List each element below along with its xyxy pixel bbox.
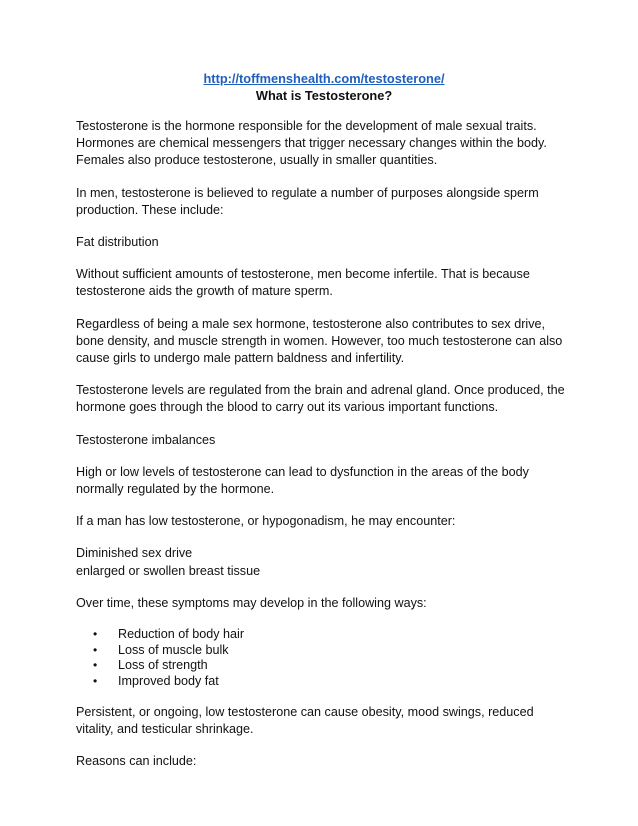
paragraph-fat-distribution: Fat distribution — [76, 235, 159, 250]
list-item — [76, 658, 572, 674]
paragraph-hypogonadism: If a man has low testosterone, or hypogonadism, he may encounter: — [76, 514, 456, 529]
list-item-text: Loss of muscle bulk — [118, 642, 229, 657]
list-item-text: Improved body fat — [118, 673, 219, 688]
symptom-line-1: Diminished sex drive — [76, 546, 193, 561]
paragraph-over-time: Over time, these symptoms may develop in the following ways: — [76, 595, 427, 610]
paragraph-women: Regardless of being a male sex hormone, testosterone also contributes to sex drive, bone density, and muscle strength in women. However, too much testosterone can also cause girls to undergo male pattern baldness and infertility. — [76, 316, 563, 366]
bullet-icon: • — [93, 642, 98, 657]
source-link[interactable]: http://toffmenshealth.com/testosterone/ — [203, 71, 445, 86]
paragraph-infertility: Without sufficient amounts of testosterone, men become infertile. That is because testosterone aids the growth of mature sperm. — [76, 267, 530, 299]
paragraph-regulated: Testosterone levels are regulated from the brain and adrenal gland. Once produced, the hormone goes through the blood to carry out its various important functions. — [76, 383, 565, 415]
list-item-text: Reduction of body hair — [118, 627, 245, 642]
list-item — [76, 674, 572, 690]
paragraph-dysfunction: High or low levels of testosterone can lead to dysfunction in the areas of the body normally regulated by the hormone. — [76, 464, 529, 497]
document-body — [76, 70, 572, 786]
document-header — [76, 70, 572, 104]
paragraph-intro: Testosterone is the hormone responsible for the development of male sexual traits. Hormones are chemical messengers that trigger necessary changes within the body. Females also produce testosterone, usually in smaller quantities. — [76, 119, 547, 168]
paragraph-imbalances-heading: Testosterone imbalances — [76, 432, 216, 447]
bullet-icon: • — [93, 627, 98, 642]
bullet-list — [76, 627, 572, 689]
paragraph-symptoms — [76, 545, 572, 579]
paragraph-regulation: In men, testosterone is believed to regulate a number of purposes alongside sperm production. These include: — [76, 185, 539, 217]
document-title: What is Testosterone? — [255, 88, 393, 103]
bullet-icon: • — [93, 658, 98, 673]
list-item — [76, 627, 572, 643]
bullet-icon: • — [93, 673, 98, 688]
list-item-text: Loss of strength — [118, 658, 208, 673]
paragraph-reasons: Reasons can include: — [76, 754, 197, 769]
symptom-line-2: enlarged or swollen breast tissue — [76, 563, 261, 578]
paragraph-persistent: Persistent, or ongoing, low testosterone can cause obesity, mood swings, reduced vitality, and testicular shrinkage. — [76, 705, 534, 737]
list-item — [76, 643, 572, 659]
